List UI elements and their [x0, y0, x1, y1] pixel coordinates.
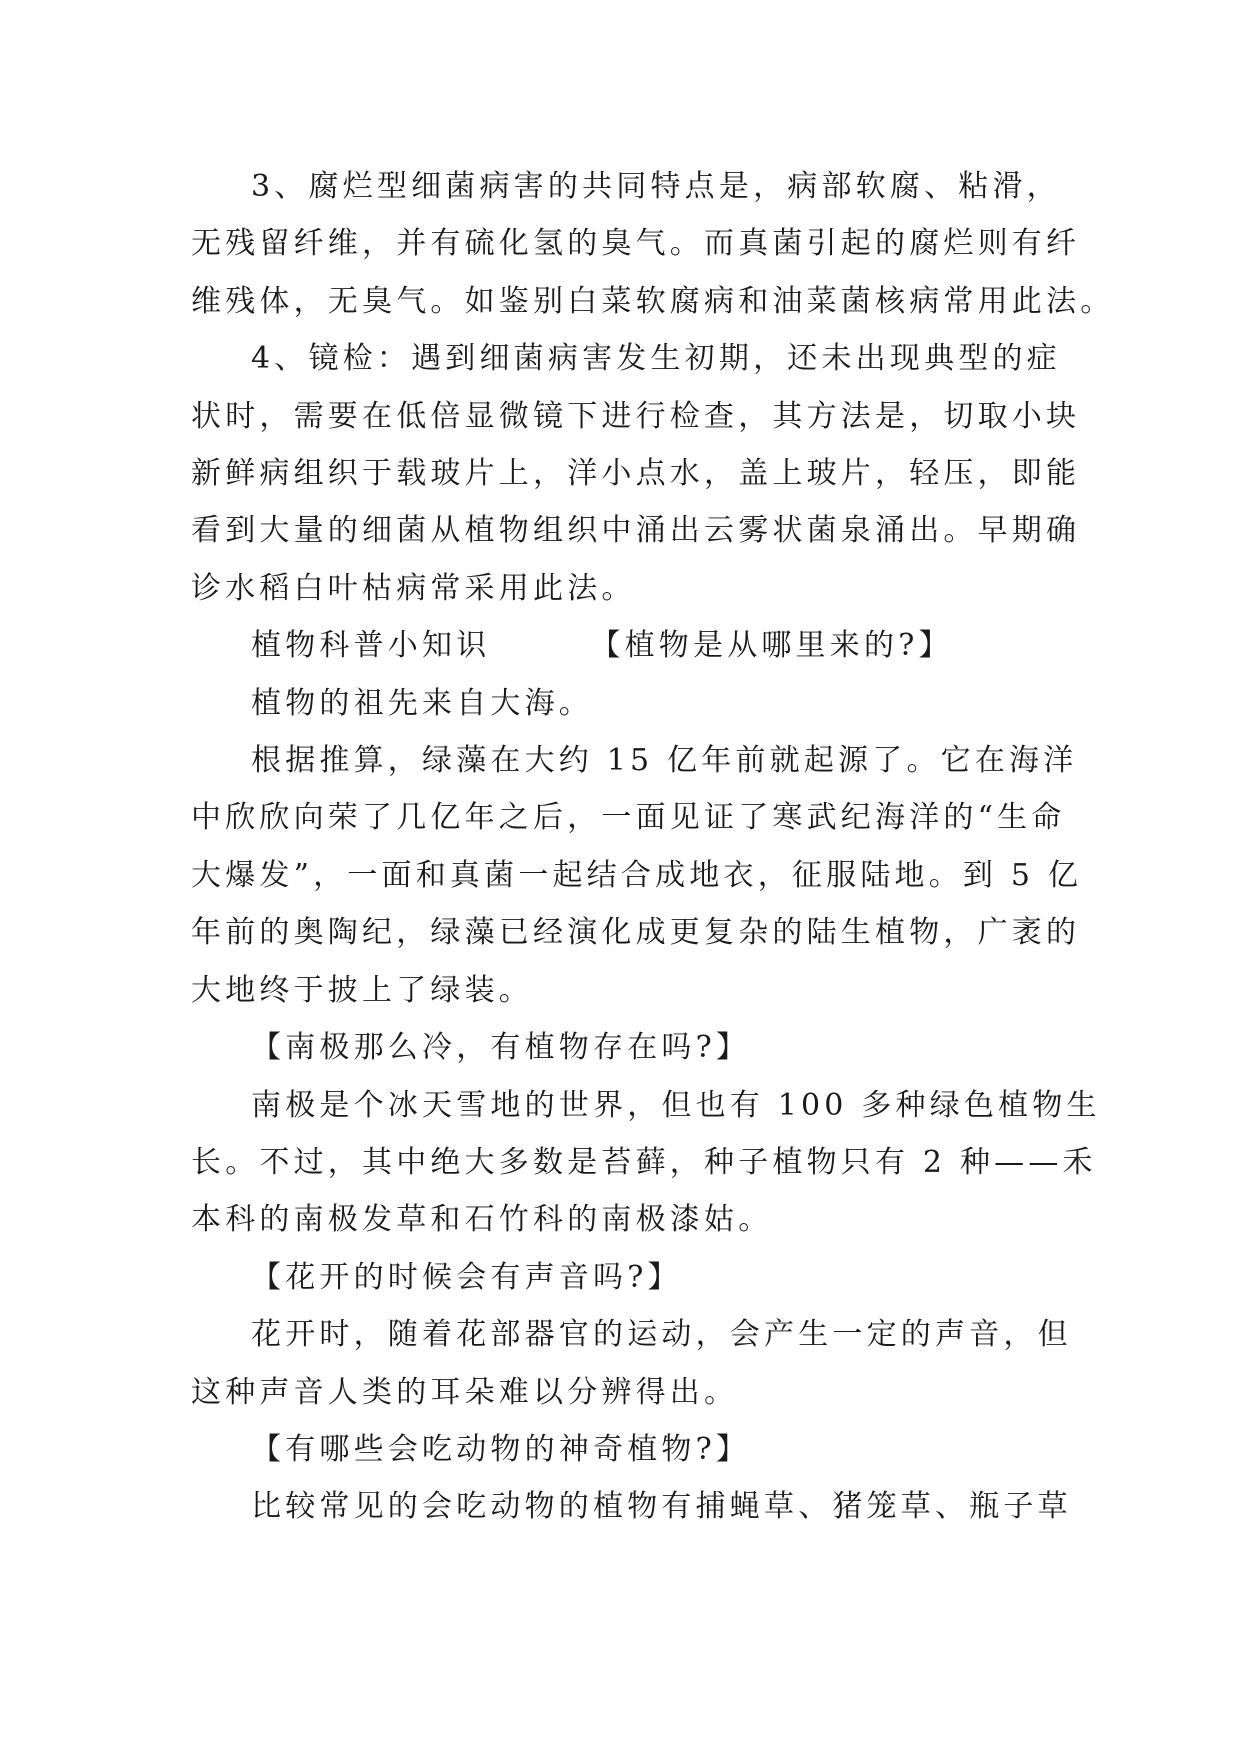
text-line: 无残留纤维，并有硫化氢的臭气。而真菌引起的腐烂则有纤: [191, 226, 1081, 262]
text-line: 南极是个冰天雪地的世界，但也有 100 多种绿色植物生: [251, 1087, 1101, 1123]
text-line: 年前的奥陶纪，绿藻已经演化成更复杂的陆生植物，广袤的: [191, 915, 1081, 951]
text-line: 4、镜检：遇到细菌病害发生初期，还未出现典型的症: [251, 341, 1061, 377]
text-line: 大爆发”，一面和真菌一起结合成地衣，征服陆地。到 5 亿: [191, 857, 1083, 893]
text-line: 中欣欣向荣了几亿年之后，一面见证了寒武纪海洋的“生命: [191, 800, 1066, 836]
paragraph-microscope: [191, 330, 1081, 617]
answer-carnivorous: [191, 1478, 1072, 1535]
text-line: 花开时，随着花部器官的运动，会产生一定的声音，但: [251, 1317, 1072, 1353]
answer-origin: [191, 732, 1083, 1019]
text-line: 比较常见的会吃动物的植物有捕蝇草、猪笼草、瓶子草: [251, 1489, 1072, 1525]
section-heading: [191, 617, 1061, 674]
text-line: 本科的南极发草和石竹科的南极漆姑。: [191, 1202, 773, 1238]
paragraph-rot-bacteria: [191, 158, 1115, 330]
question-heading: 【植物是从哪里来的?】: [590, 628, 953, 664]
answer-origin-intro: [191, 675, 1061, 732]
text-line: 新鲜病组织于载玻片上，洋小点水，盖上玻片，轻压，即能: [191, 456, 1081, 492]
text-line: 植物的祖先来自大海。: [251, 685, 593, 721]
text-line: 维残体，无臭气。如鉴别白菜软腐病和油菜菌核病常用此法。: [191, 283, 1115, 319]
text-line: 大地终于披上了绿装。: [191, 972, 533, 1008]
text-line: 这种声音人类的耳朵难以分辨得出。: [191, 1374, 739, 1410]
text-line: 状时，需要在低倍显微镜下进行检查，其方法是，切取小块: [191, 398, 1081, 434]
section-label: 植物科普小知识: [251, 628, 491, 664]
answer-flower-sound: [191, 1306, 1072, 1421]
answer-antarctic: [191, 1077, 1101, 1249]
text-line: 根据推算，绿藻在大约 15 亿年前就起源了。它在海洋: [251, 743, 1078, 779]
text-line: 诊水稻白叶枯病常采用此法。: [191, 570, 636, 606]
question-heading-flower-sound: 【花开的时候会有声音吗?】: [251, 1259, 682, 1295]
question-heading-carnivorous: 【有哪些会吃动物的神奇植物?】: [251, 1431, 751, 1467]
text-line: 长。不过，其中绝大多数是苔藓，种子植物只有 2 种——禾: [191, 1144, 1097, 1180]
question-heading-antarctic: 【南极那么冷，有植物存在吗?】: [251, 1030, 751, 1066]
text-line: 看到大量的细菌从植物组织中涌出云雾状菌泉涌出。早期确: [191, 513, 1081, 549]
text-line: 3、腐烂型细菌病害的共同特点是，病部软腐、粘滑，: [251, 169, 1061, 204]
document-body: [191, 158, 1115, 1536]
